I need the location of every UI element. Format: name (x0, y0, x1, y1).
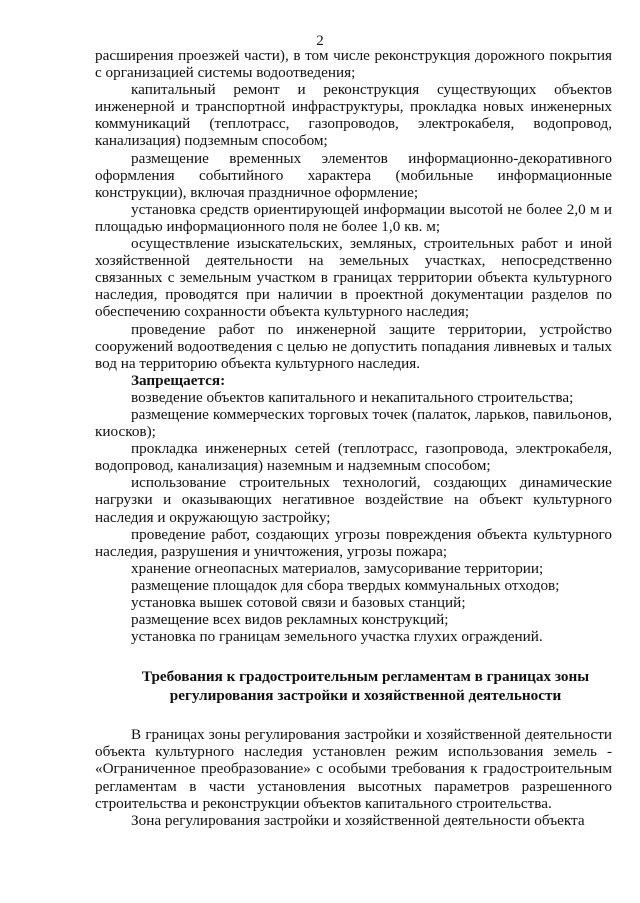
list-item: установка вышек сотовой связи и базовых станций; (131, 594, 466, 611)
paragraph: установка средств ориентирующей информации высотой не более 2,0 м и площадью информационного поля не более 1,0 кв. м; (95, 200, 612, 235)
list-item: использование строительных технологий, создающих динамические нагрузки и оказывающих негативное воздействие на объект культурного наследия и окружающую застройку; (95, 474, 612, 526)
paragraph: расширения проезжей части), в том числе реконструкция дорожного покрытия с организацией системы водоотведения; (95, 47, 612, 82)
paragraph: осуществление изыскательских, земляных, строительных работ и иной хозяйственной деятельности на земельных участках, непосредственно связанных с земельным участком в границах территории объекта культурного наследия, проводятся при наличии в проектной документации разделов по обеспечению сохранности объекта культурного наследия; (95, 235, 612, 321)
prohibited-heading: Запрещается: (131, 371, 226, 389)
page-number: 2 (316, 33, 324, 49)
document-body (95, 47, 612, 829)
list-item: установка по границам земельного участка глухих ограждений. (131, 628, 543, 646)
paragraph: капитальный ремонт и реконструкция существующих объектов инженерной и транспортной инфраструктуры, прокладка новых инженерных коммуникаций (теплотрасс, газопроводов, электрокабеля, водопровод, канализация) подземным способом; (95, 81, 612, 150)
list-item: хранение огнеопасных материалов, замусоривание территории; (131, 559, 544, 577)
list-item: прокладка инженерных сетей (теплотрасс, газопровода, электрокабеля, водопровод, канализация) наземным и надземным способом; (95, 440, 612, 475)
paragraph: Зона регулирования застройки и хозяйственной деятельности объекта (131, 811, 585, 829)
list-item: размещение всех видов рекламных конструкций; (131, 611, 449, 629)
section-body (95, 726, 612, 829)
paragraph: проведение работ по инженерной защите территории, устройство сооружений водоотведения с целью не допустить попадания ливневых и талых вод на территорию объекта культурного наследия. (95, 320, 612, 372)
prohibited-list (95, 389, 612, 645)
list-item: возведение объектов капитального и некапитального строительства; (131, 388, 574, 406)
section-heading: Требования к градостроительным регламентам в границах зоны регулирования застройки и хозяйственной деятельности (141, 668, 590, 705)
list-item: размещение площадок для сбора твердых коммунальных отходов; (131, 576, 560, 594)
list-item: размещение коммерческих торговых точек (палаток, ларьков, павильонов, киосков); (95, 405, 612, 441)
paragraph: В границах зоны регулирования застройки и хозяйственной деятельности объекта культурного наследия установлен режим использования земель - «Ограниченное преобразование» с особыми требования к градостроительным регламентам в части установления высотных параметров разрешенного строительства и реконструкции объектов капитального строительства. (95, 726, 612, 812)
list-item: проведение работ, создающих угрозы повреждения объекта культурного наследия, разрушения и уничтожения, угрозы пожара; (95, 525, 612, 560)
paragraph: размещение временных элементов информационно-декоративного оформления событийного характера (мобильные информационные конструкции), включая праздничное оформление; (95, 149, 612, 201)
